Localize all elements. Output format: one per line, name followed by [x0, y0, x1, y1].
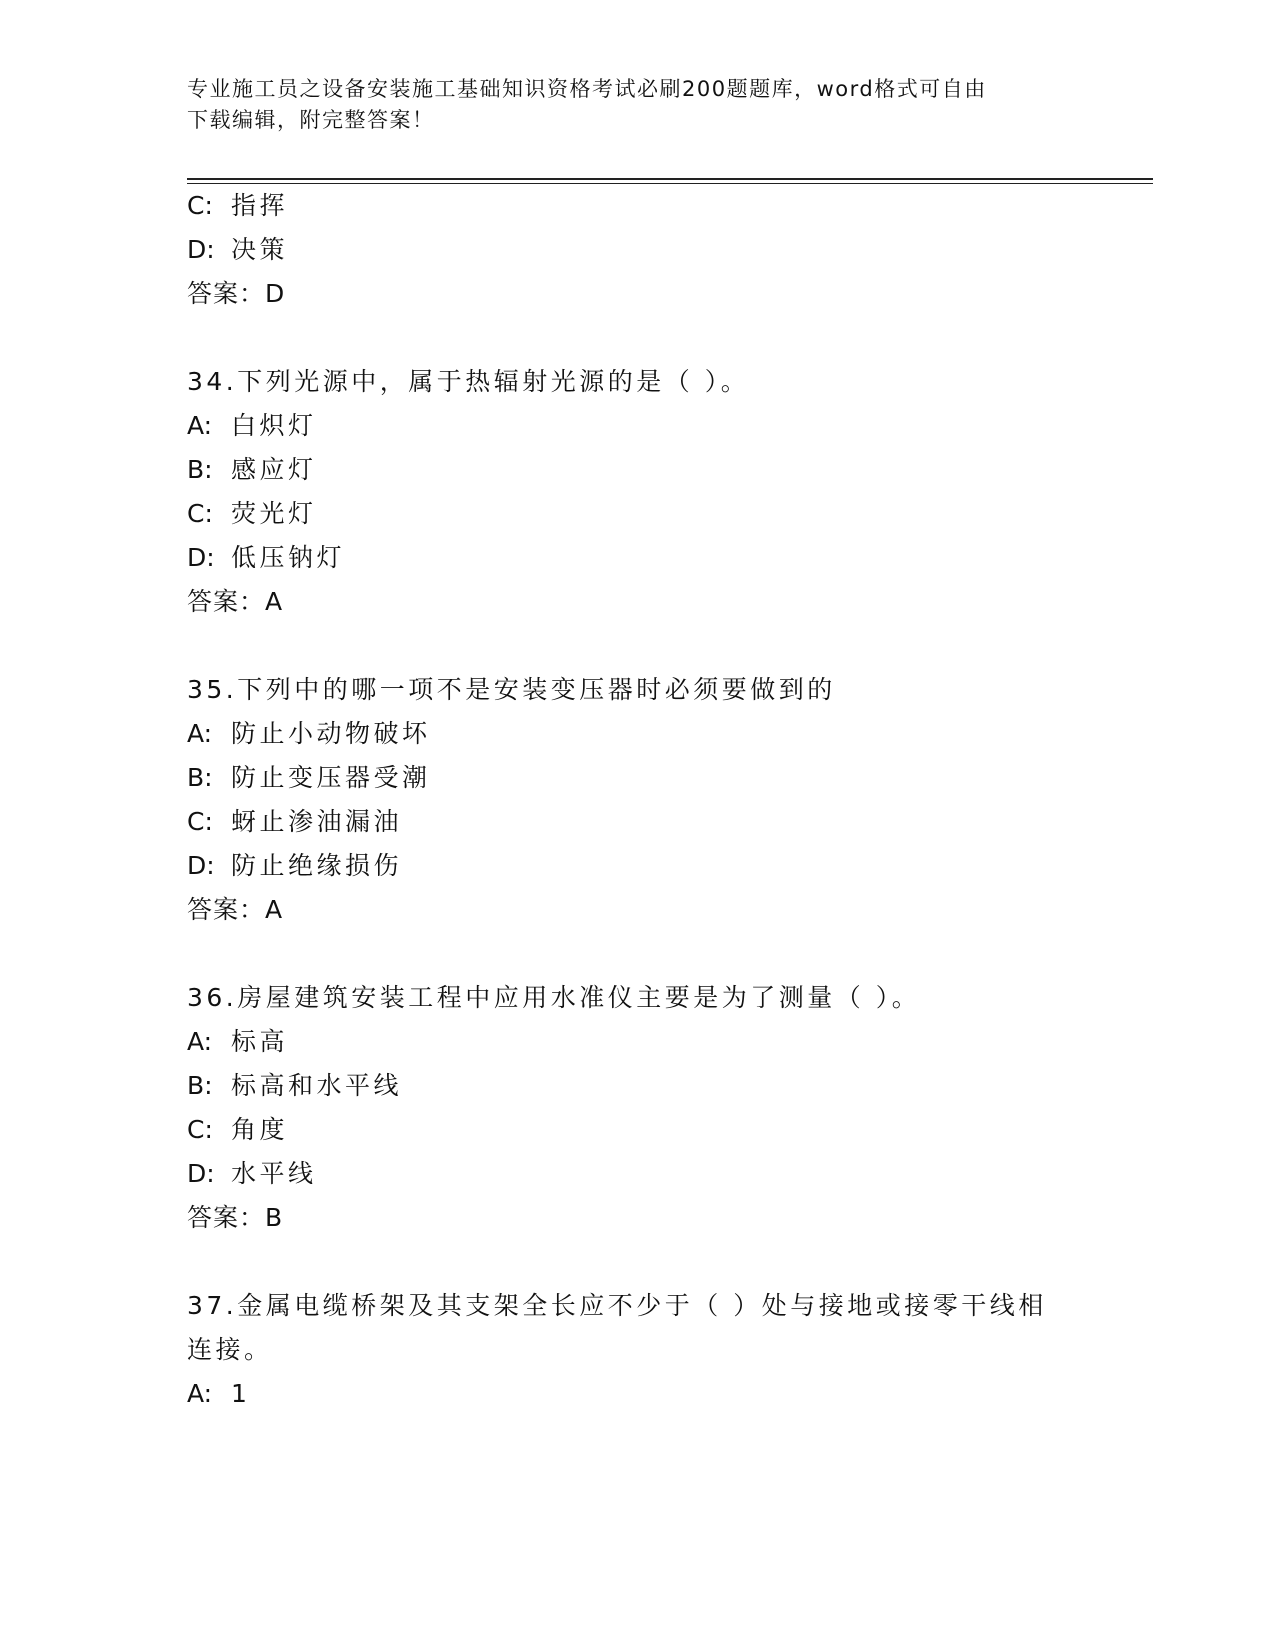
option-letter: A: — [187, 1027, 213, 1056]
q34-answer: 答案：A — [187, 587, 284, 616]
q36-option-b — [187, 1070, 402, 1102]
document-header — [187, 74, 1087, 136]
header-divider-thin — [187, 183, 1153, 184]
option-text: 角度 — [231, 1115, 289, 1144]
option-letter: C: — [187, 191, 213, 220]
option-text: 白炽灯 — [231, 411, 317, 440]
q33-option-d — [187, 234, 288, 266]
option-text: 低压钠灯 — [231, 543, 346, 572]
option-text: 指挥 — [231, 191, 289, 220]
q37-question-line-2: 连接。 — [187, 1335, 273, 1364]
option-text: 1 — [231, 1379, 251, 1408]
q34-option-a — [187, 410, 317, 442]
option-letter: B: — [187, 1071, 213, 1100]
option-text: 防止变压器受潮 — [231, 763, 431, 792]
q33-option-c — [187, 190, 288, 222]
option-text: 标高 — [231, 1027, 289, 1056]
q35-option-c — [187, 806, 402, 838]
option-text: 防止绝缘损伤 — [231, 851, 403, 880]
q34-option-d — [187, 542, 345, 574]
option-letter: C: — [187, 499, 213, 528]
q36-question: 36.房屋建筑安装工程中应用水准仪主要是为了测量（ ）。 — [187, 983, 921, 1012]
q35-answer: 答案：A — [187, 895, 284, 924]
q35-question: 35.下列中的哪一项不是安装变压器时必须要做到的 — [187, 675, 836, 704]
option-text: 标高和水平线 — [231, 1071, 403, 1100]
option-letter: D: — [187, 851, 215, 880]
option-letter: C: — [187, 1115, 213, 1144]
option-letter: B: — [187, 455, 213, 484]
header-divider-thick — [187, 178, 1153, 180]
option-text: 水平线 — [231, 1159, 317, 1188]
q34-question: 34.下列光源中，属于热辐射光源的是（ ）。 — [187, 367, 750, 396]
q35-option-b — [187, 762, 431, 794]
option-letter: A: — [187, 719, 213, 748]
option-letter: B: — [187, 763, 213, 792]
header-title-line-1: 专业施工员之设备安装施工基础知识资格考试必刷200题题库，word格式可自由 — [187, 77, 987, 101]
q36-option-a — [187, 1026, 288, 1058]
q35-option-a — [187, 718, 431, 750]
option-letter: D: — [187, 543, 215, 572]
option-letter: C: — [187, 807, 213, 836]
q34-option-c — [187, 498, 317, 530]
q35-option-d — [187, 850, 402, 882]
q37-question-line-1: 37.金属电缆桥架及其支架全长应不少于（ ）处与接地或接零干线相 — [187, 1291, 1047, 1320]
option-letter: D: — [187, 235, 215, 264]
option-letter: A: — [187, 1379, 213, 1408]
q36-answer: 答案：B — [187, 1203, 284, 1232]
option-letter: D: — [187, 1159, 215, 1188]
option-text: 决策 — [231, 235, 289, 264]
q37-option-a — [187, 1378, 250, 1410]
header-title-line-2: 下载编辑，附完整答案！ — [187, 108, 435, 132]
option-text: 感应灯 — [231, 455, 317, 484]
option-text: 蚜止渗油漏油 — [231, 807, 403, 836]
option-text: 荧光灯 — [231, 499, 317, 528]
q34-option-b — [187, 454, 317, 486]
q36-option-c — [187, 1114, 288, 1146]
q33-answer: 答案：D — [187, 279, 286, 308]
option-text: 防止小动物破坏 — [231, 719, 431, 748]
option-letter: A: — [187, 411, 213, 440]
q36-option-d — [187, 1158, 317, 1190]
